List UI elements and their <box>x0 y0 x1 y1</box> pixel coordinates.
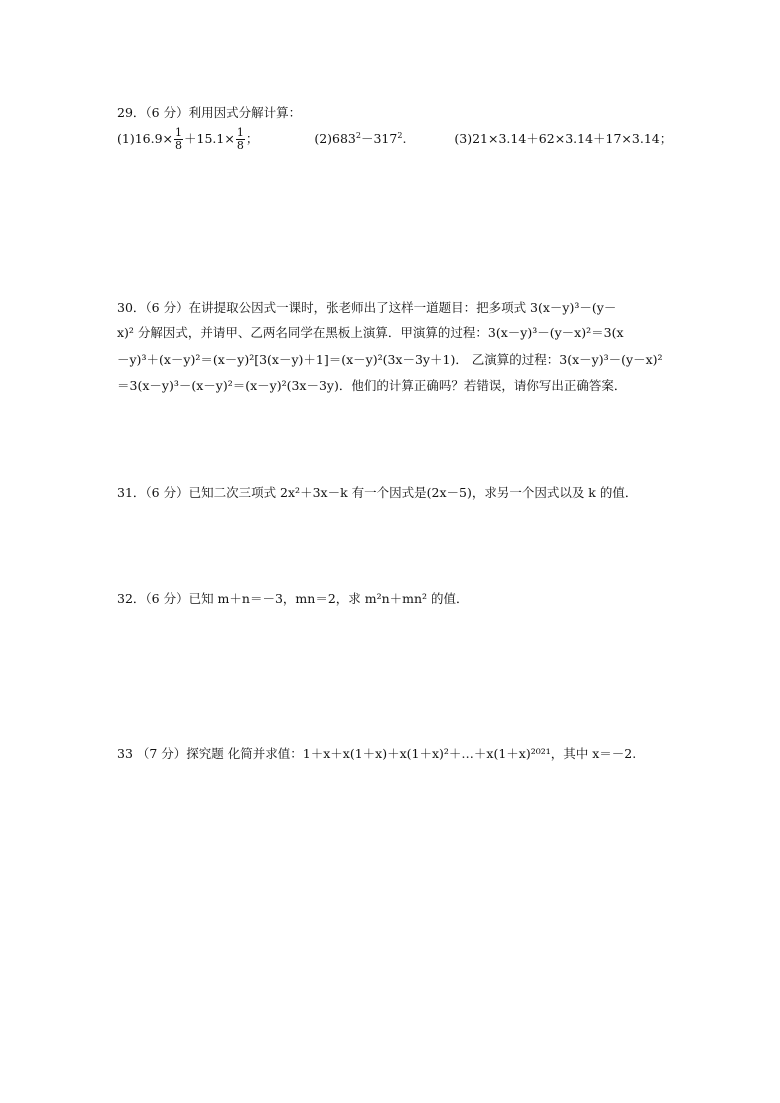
q31-text: 31．（6 分）已知二次三项式 2x²＋3x－k 有一个因式是(2x－5)，求另一个因式以及 k 的值． <box>117 485 638 500</box>
q32-text: 32．（6 分）已知 m＋n＝－3，mn＝2，求 m²n＋mn² 的值． <box>117 591 469 606</box>
fraction: $\frac{1}{8}$ <box>175 126 183 152</box>
q30-line4: ＝3(x－y)³－(x－y)²＝(x－y)²(3x－3y)．他们的计算正确吗？若错误，请你写出正确答案． <box>117 378 627 393</box>
q30-line2: x)² 分解因式，并请甲、乙两名同学在黑板上演算．甲演算的过程：3(x－y)³－(y－x)²＝3(x <box>117 325 624 340</box>
q29-header: 29．（6 分）利用因式分解计算： <box>117 105 302 120</box>
q29-part1: (1)16.9× $\frac{1}{8}$ ＋15.1× $\frac{1}{8}$ ； <box>117 126 259 152</box>
q30-line3: －y)³＋(x－y)²＝(x－y)²[3(x－y)＋1]＝(x－y)²(3x－3y＋1)． 乙演算的过程：3(x－y)³－(y－x)² <box>117 352 663 367</box>
q29-part2: $(2)683^2-317^2$. <box>314 131 407 146</box>
q29-part3: (3)21×3.14＋62×3.14＋17×3.14； <box>454 131 673 146</box>
q29-parts <box>117 127 672 152</box>
q30-line1: 30．（6 分）在讲提取公因式一课时，张老师出了这样一道题目：把多项式 3(x－y)³－(y－ <box>117 300 617 315</box>
q33-text: 33 （7 分）探究题 化简并求值：1＋x＋x(1＋x)＋x(1＋x)²＋…＋x(1＋x)²⁰²¹，其中 x＝－2. <box>117 746 637 761</box>
fraction: $\frac{1}{8}$ <box>236 126 244 152</box>
